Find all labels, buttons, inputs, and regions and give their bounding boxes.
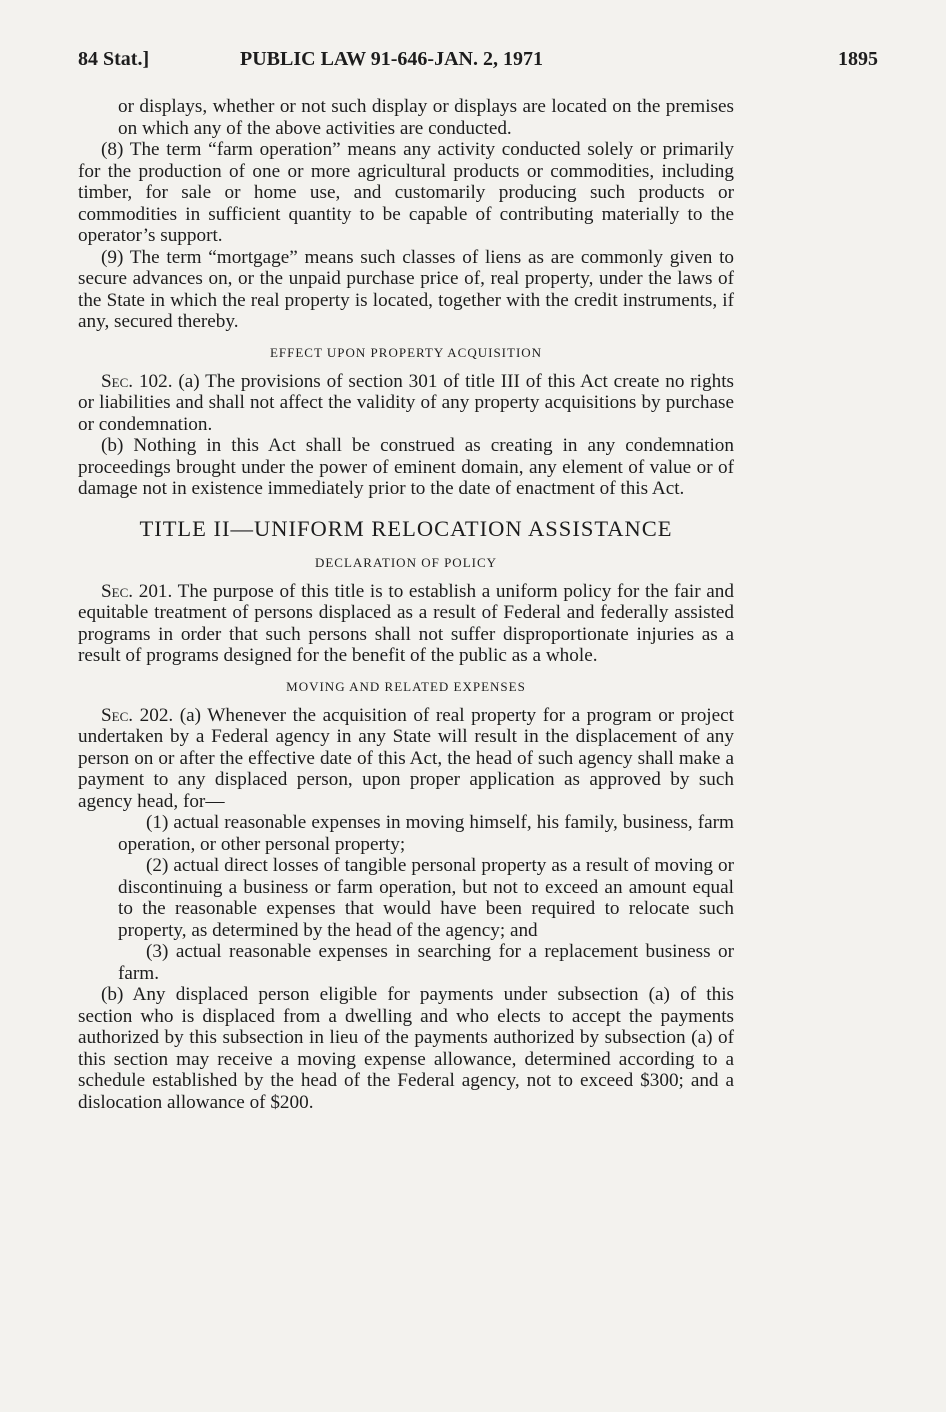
paragraph-mortgage: (9) The term “mortgage” means such classes of liens as are commonly given to secure advances on, or the unpaid purchase price of, real property, under the laws of the State in which the real property is located, together with the credit instruments, if any, secured thereby.: [78, 246, 734, 332]
section-label: Sec.: [101, 580, 134, 602]
paragraph-continued: or displays, whether or not such display or displays are located on the premises on which any of the above activities are conducted.: [118, 96, 734, 139]
list-item: (3) actual reasonable expenses in searching for a replacement business or farm.: [118, 941, 734, 984]
section-label: Sec.: [101, 370, 134, 392]
header-title: PUBLIC LAW 91-646-JAN. 2, 1971: [240, 48, 543, 70]
section-102-a: [78, 371, 734, 436]
heading-effect-upon-property: EFFECT UPON PROPERTY ACQUISITION: [269, 344, 543, 360]
title-heading: TITLE II—UNIFORM RELOCATION ASSISTANCE: [139, 515, 673, 541]
section-202-b: (b) Any displaced person eligible for payments under subsection (a) of this section who is displaced from a dwelling and who elects to accept the payments authorized by this subsection in lieu of the payments authorized by subsection (a) of this section may receive a moving expense allowance, determined according to a schedule established by the head of the Federal agency, not to exceed $300; and a dislocation allowance of $200.: [78, 984, 734, 1113]
paragraph-farm-operation: (8) The term “farm operation” means any activity conducted solely or primarily for the production of one or more agricultural products or commodities, including timber, for sale or home use, and customarily producing such products or commodities in sufficient quantity to be capable of contributing materially to the operator’s support.: [78, 139, 734, 246]
section-202-a: [78, 705, 734, 813]
section-text: 102. (a) The provisions of section 301 of title III of this Act create no rights or liabilities and shall not affect the validity of any property acquisitions by purchase or condemnation.: [78, 370, 734, 435]
page-number: 1895: [838, 48, 878, 70]
section-label: Sec.: [101, 704, 134, 726]
document-body: [78, 96, 734, 1113]
section-text: 202. (a) Whenever the acquisition of real property for a program or project undertaken by a Federal agency in any State will result in the displacement of any person on or after the effective date of this Act, the head of such agency shall make a payment to any displaced person, upon proper application as approved by such agency head, for—: [78, 704, 734, 812]
section-text: 201. The purpose of this title is to establish a uniform policy for the fair and equitable treatment of persons displaced as a result of Federal and federally assisted programs in order that such persons shall not suffer disproportionate injuries as a result of programs designed for the benefit of the public as a whole.: [78, 580, 734, 666]
statute-reference: 84 Stat.]: [78, 48, 150, 70]
running-header: [78, 48, 878, 76]
list-item: (1) actual reasonable expenses in moving himself, his family, business, farm operation, or other personal property;: [118, 812, 734, 855]
section-102-b: (b) Nothing in this Act shall be construed as creating in any condemnation proceedings brought under the power of eminent domain, any element of value or of damage not in existence immediately prior to the date of enactment of this Act.: [78, 435, 734, 499]
section-201: [78, 581, 734, 667]
heading-declaration-of-policy: DECLARATION OF POLICY: [314, 554, 498, 570]
list-item: (2) actual direct losses of tangible personal property as a result of moving or discontinuing a business or farm operation, but not to exceed an amount equal to the reasonable expenses that would have been required to relocate such property, as determined by the head of the agency; and: [118, 855, 734, 941]
heading-moving-expenses: MOVING AND RELATED EXPENSES: [286, 678, 526, 694]
